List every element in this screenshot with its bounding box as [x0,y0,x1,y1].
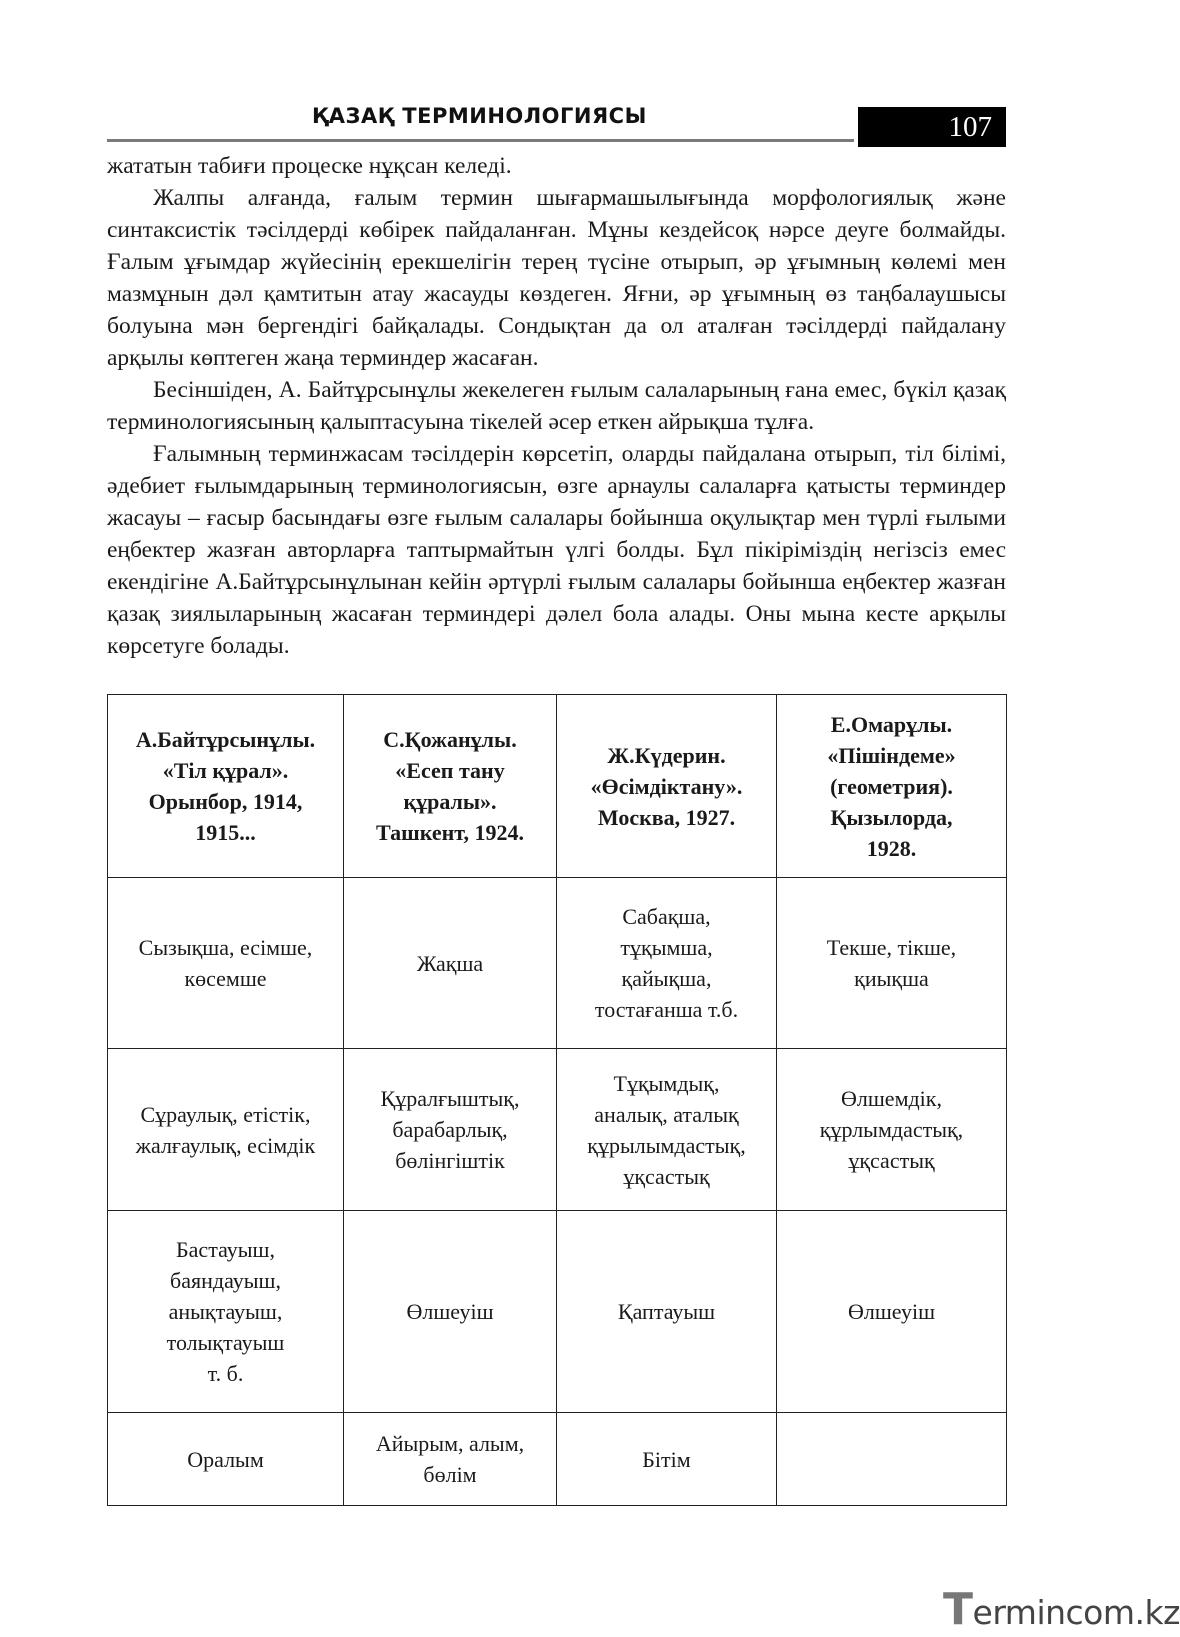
cell-line: 1915... [195,820,256,845]
cell-line: «Өсімдіктану». [590,773,743,799]
table-cell [557,1413,777,1506]
cell-line: Өлшеуіш [847,1299,936,1324]
table-row [108,1413,1007,1506]
table-cell [344,1049,557,1211]
cell-line: тостағанша т.б. [594,997,739,1022]
cell-line: құрлымдастық, [819,1117,964,1142]
cell-line: Сабақша, [622,904,711,929]
page-number: 107 [858,107,1006,147]
table-cell [557,1211,777,1413]
cell-line: құралы». [403,789,497,814]
cell-line: Текше, тікше, [826,935,957,960]
table-cell [344,1413,557,1506]
cell-line: Бітім [642,1446,691,1472]
table-cell [108,1049,344,1211]
table-header-cell [344,695,557,878]
cell-line: Өлшемдік, [841,1086,942,1111]
cell-line: Сызықша, есімше, [138,935,313,960]
cell-line: А.Байтұрсынұлы. [135,727,316,752]
cell-line: 1928. [866,835,917,861]
cell-line: Е.Омарұлы. [830,711,953,737]
table-cell [777,878,1007,1049]
cell-line: баяндауыш, [170,1268,281,1293]
table-cell [344,878,557,1049]
table-cell [557,1049,777,1211]
cell-line: Жақша [416,950,484,976]
table-header-row [108,695,1007,878]
cell-line: (геометрия). [830,773,953,799]
table-cell [777,1413,1007,1506]
cell-line: Орынбор, 1914, [148,789,303,814]
paragraph: жататын табиғи процеске нұқсан келеді. [107,153,512,179]
cell-line: Қаптауыш [617,1299,716,1324]
table-cell [344,1211,557,1413]
cell-line: құрылымдастық, [587,1132,746,1158]
cell-line: «Пішіндеме» [827,742,956,768]
cell-line: бөлім [423,1462,477,1487]
cell-line: бөлінгіштік [395,1148,505,1173]
cell-line: тұқымша, [620,935,713,960]
cell-line: Құралғыштық, [380,1086,520,1111]
body-text [107,150,1006,662]
table-cell [108,878,344,1049]
terminology-table [107,694,1007,1506]
cell-line: жалғаулық, есімдік [135,1132,316,1158]
paragraph: Бесіншіден, А. Байтұрсынұлы жекелеген ғылым салаларының ғана емес, бүкіл қазақ терминологиясының қалыптасуына тікелей әсер еткен айрықша тұлға. [107,377,1006,435]
cell-line: Оралым [187,1446,264,1472]
cell-line: Ж.Күдерин. [607,742,726,768]
cell-line: ұқсастық [623,1163,710,1189]
cell-line: барабарлық, [392,1117,508,1142]
site-logo-text: ermincom.kz [972,1593,1180,1632]
table-header-cell [557,695,777,878]
cell-line: «Тіл құрал». [162,758,289,783]
table-header-cell [108,695,344,878]
cell-line: аналық, аталық [594,1101,739,1127]
cell-line: толықтауыш [166,1330,285,1355]
header-rule [107,139,854,142]
table-cell [777,1211,1007,1413]
cell-line: Москва, 1927. [597,804,736,830]
table-cell [777,1049,1007,1211]
cell-line: Айырым, алым, [375,1431,525,1456]
table-header-cell [777,695,1007,878]
table-cell [557,878,777,1049]
cell-line: анықтауыш, [168,1299,283,1324]
cell-line: т. б. [207,1361,244,1386]
cell-line: ұқсастық [848,1148,935,1173]
site-logo[interactable]: Termincom.kz [943,1584,1180,1635]
running-header-title: ҚАЗАҚ ТЕРМИНОЛОГИЯСЫ [312,104,647,128]
cell-line: қайықша, [621,966,712,991]
table-cell [108,1211,344,1413]
paragraph: Жалпы алғанда, ғалым термин шығармашылығында морфологиялық және синтаксистік тәсілдерді көбірек пайдаланған. Мұны кездейсоқ нәрсе деуге болмайды. Ғалым ұғымдар жүйесінің ерекшелігін терең түсіне отырып, әр ұғымның көлемі мен мазмұнын дәл қамтитын атау жасауды көздеген. Яғни, әр ұғымның өз таңбалаушысы болуына мән бергендігі байқалады. Сондықтан да ол аталған тәсілдерді пайдалану арқылы көптеген жаңа терминдер жасаған. [107,185,1006,371]
table-cell [108,1413,344,1506]
cell-line: С.Қожанұлы. [383,727,517,752]
table-row [108,1049,1007,1211]
cell-line: Тұқымдық, [613,1070,720,1096]
cell-line: қиықша [854,966,929,991]
cell-line: көсемше [184,966,267,991]
table-row [108,878,1007,1049]
table-row [108,1211,1007,1413]
cell-line: Бастауыш, [176,1237,275,1262]
cell-line: Сұраулық, етістік, [140,1101,311,1127]
cell-line: Өлшеуіш [406,1299,494,1324]
cell-line: Ташкент, 1924. [376,820,524,845]
cell-line: «Есеп тану [395,758,505,783]
cell-line: Қызылорда, [830,804,953,830]
paragraph: Ғалымның терминжасам тәсілдерін көрсетіп, оларды пайдалана отырып, тіл білімі, әдебиет ғылымдарының терминологиясын, өзге арнаулы салаларға қатысты терминдер жасауы – ғасыр басындағы өзге ғылым салалары бойынша оқулықтар мен түрлі ғылыми еңбектер жазған авторларға таптырмайтын үлгі болды. Бұл пікіріміздің негізсіз емес екендігіне А.Байтұрсынұлынан кейін әртүрлі ғылым салалары бойынша еңбектер жазған қазақ зиялыларының жасаған терминдері дәлел бола алады. Оны мына кесте арқылы көрсетуге болады. [107,441,1006,659]
